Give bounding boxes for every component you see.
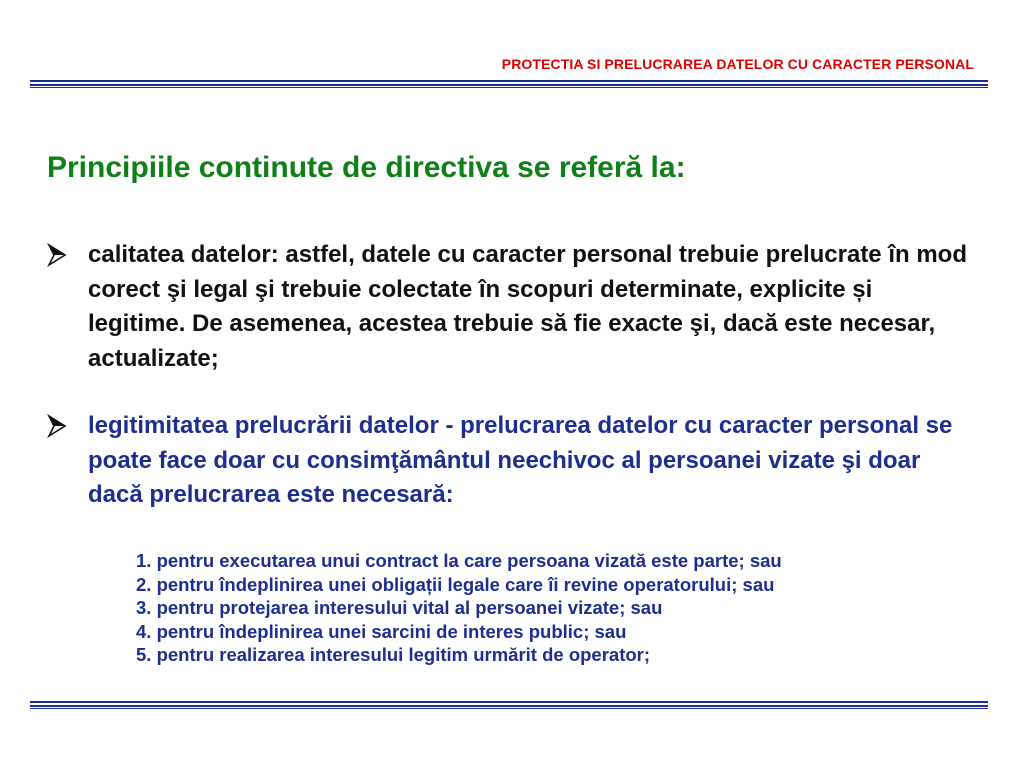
- arrow-bullet-icon: [47, 413, 67, 439]
- numbered-conditions-list: [136, 549, 782, 667]
- list-item: 3. pentru protejarea interesului vital al persoanei vizate; sau: [136, 597, 663, 618]
- bullet-legitimacy: [47, 409, 967, 513]
- list-item: 2. pentru îndeplinirea unei obligații legale care îi revine operatorului; sau: [136, 573, 775, 595]
- bottom-rule-divider: [30, 701, 988, 709]
- bullet-text: legitimitatea prelucrării datelor - prelucrarea datelor cu caracter personal se poate face doar cu consimţământul neechivoc al persoanei vizate şi doar dacă prelucrarea este necesară:: [88, 412, 953, 508]
- header-title: PROTECTIA SI PRELUCRAREA DATELOR CU CARACTER PERSONAL: [501, 56, 974, 72]
- top-rule-divider: [30, 80, 988, 88]
- list-item: 5. pentru realizarea interesului legitim urmărit de operator;: [136, 644, 651, 665]
- bullet-data-quality: [47, 238, 967, 376]
- list-item: 4. pentru îndeplinirea unei sarcini de interes public; sau: [136, 620, 627, 642]
- bullet-text: calitatea datelor: astfel, datele cu caracter personal trebuie prelucrate în mod corect şi legal şi trebuie colectate în scopuri determinate, explicite și legitime. De asemenea, acestea trebuie să fie exacte şi, dacă este necesar, actualizate;: [88, 241, 967, 372]
- list-item: 1. pentru executarea unui contract la care persoana vizată este parte; sau: [136, 550, 782, 571]
- slide-heading: Principiile continute de directiva se referă la:: [47, 151, 686, 184]
- arrow-bullet-icon: [47, 242, 67, 268]
